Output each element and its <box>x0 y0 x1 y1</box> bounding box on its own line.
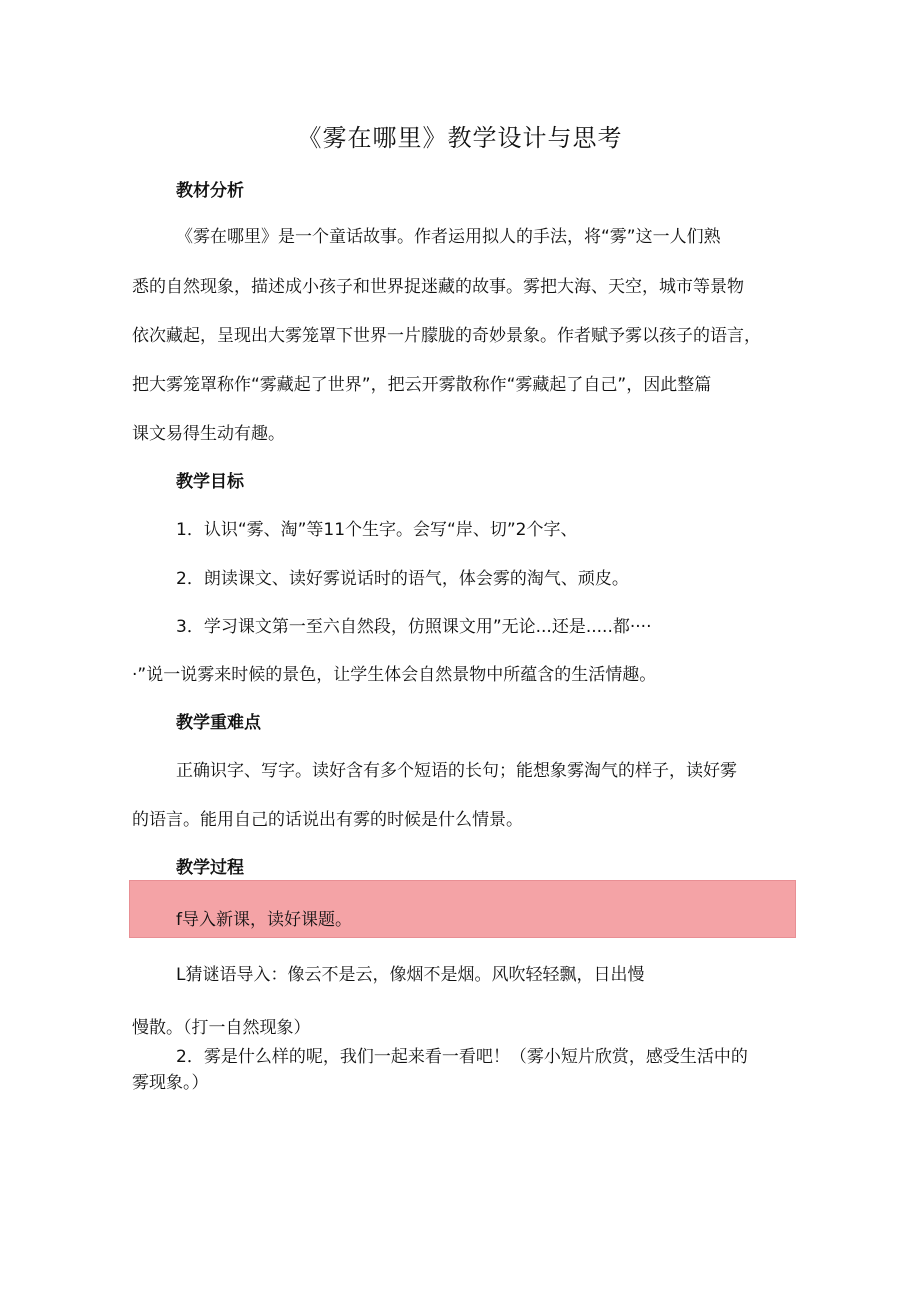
analysis-line-4: 把大雾笼罩称作“雾藏起了世界”，把云开雾散称作“雾藏起了自己”，因此整篇 <box>132 375 712 395</box>
process-line-3: 2．雾是什么样的呢，我们一起来看一看吧！（雾小短片欣赏，感受生活中的 <box>176 1047 748 1067</box>
goal-item-3-cont: ·”说一说雾来时候的景色，让学生体会自然景物中所蕴含的生活情趣。 <box>132 665 657 685</box>
heading-goals: 教学目标 <box>176 472 244 492</box>
heading-process: 教学过程 <box>176 858 244 878</box>
heading-key-points: 教学重难点 <box>176 713 261 733</box>
key-point-line-1: 正确识字、写字。读好含有多个短语的长句；能想象雾淘气的样子，读好雾 <box>176 761 737 781</box>
goal-item-1: 1．认识“雾、淘”等11个生字。会写“岸、切”2个字、 <box>176 520 578 540</box>
process-step-intro: f导入新课，读好课题。 <box>176 910 352 930</box>
analysis-line-3: 依次藏起，呈现出大雾笼罩下世界一片朦胧的奇妙景象。作者赋予雾以孩子的语言， <box>132 326 761 346</box>
process-line-2: 慢散。（打一自然现象） <box>132 1018 311 1038</box>
analysis-line-1: 《雾在哪里》是一个童话故事。作者运用拟人的手法，将“雾”这一人们熟 <box>176 227 721 247</box>
key-point-line-2: 的语言。能用自己的话说出有雾的时候是什么情景。 <box>132 810 523 830</box>
analysis-line-5: 课文易得生动有趣。 <box>132 424 285 444</box>
process-line-4: 雾现象。） <box>132 1073 209 1093</box>
analysis-line-2: 悉的自然现象，描述成小孩子和世界捉迷藏的故事。雾把大海、天空，城市等景物 <box>132 277 744 297</box>
heading-analysis: 教材分析 <box>176 181 244 201</box>
goal-item-2: 2．朗读课文、读好雾说话时的语气，体会雾的淘气、顽皮。 <box>176 569 629 589</box>
document-title: 《雾在哪里》教学设计与思考 <box>297 124 623 152</box>
process-line-1: L猜谜语导入：像云不是云，像烟不是烟。风吹轻轻飘，日出慢 <box>176 965 645 985</box>
goal-item-3: 3．学习课文第一至六自然段，仿照课文用”无论...还是.....都···· <box>176 617 652 637</box>
